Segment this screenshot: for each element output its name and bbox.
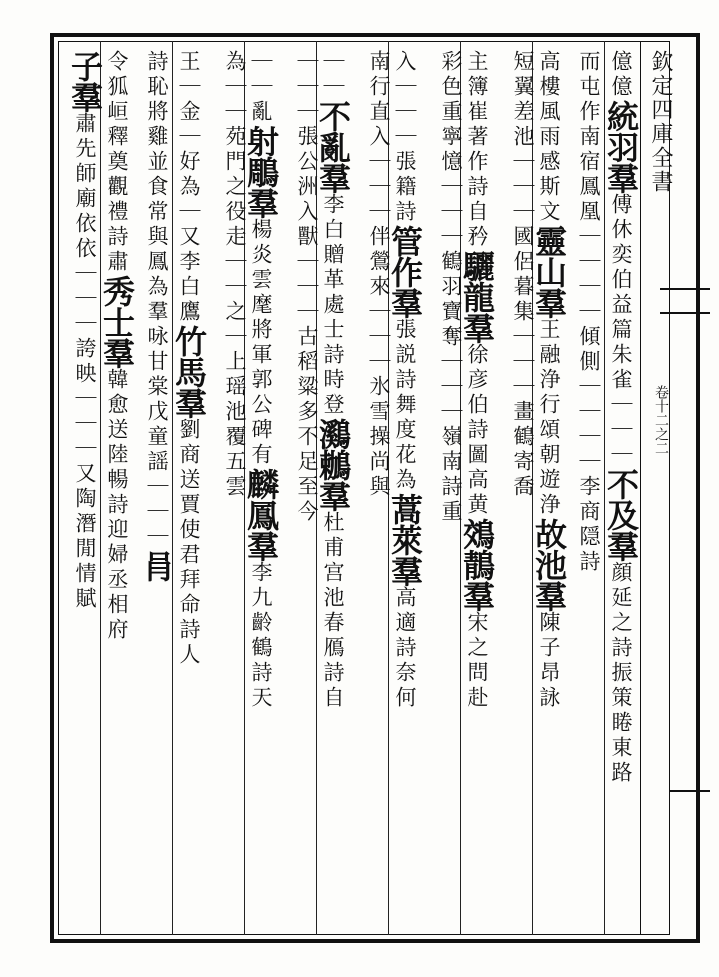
annotation-text: 國侶暮集｜｜｜: [511, 225, 535, 400]
text-column: [314, 50, 352, 930]
annotation-text: 陳子昂詠: [537, 611, 561, 711]
annotation-text: 肅先師廟依依｜｜｜: [73, 112, 97, 337]
annotation-text: ｜｜: [321, 50, 345, 100]
entry-heading: 鵁鶄羣: [458, 518, 496, 611]
annotation-text: 詩恥將雞並食常與鳳為羣: [145, 50, 169, 325]
annotation-text: 古稻粱多不足至今: [295, 325, 319, 525]
annotation-text: ｜｜｜: [295, 50, 319, 125]
entry-heading: 射鵰羣: [242, 125, 280, 218]
annotation-text: 李九齡鶴詩天: [249, 561, 273, 711]
annotation-text: 傅休奕伯益篇朱雀: [609, 193, 633, 393]
text-column: [287, 50, 319, 930]
annotation-text: ｜: [295, 300, 319, 325]
entry-heading: 子羣: [66, 50, 104, 112]
annotation-text: 伴鶯來｜｜: [367, 225, 391, 350]
annotation-text: 作南宿鳳凰: [577, 100, 601, 225]
annotation-text: 傾側: [577, 325, 601, 375]
entry-heading: 管作羣: [386, 225, 424, 318]
annotation-text: 韓愈送陸暢詩迎婦丞相府: [105, 368, 129, 643]
text-column: [575, 50, 607, 930]
annotation-text: ｜｜｜｜李商隠詩: [577, 375, 601, 575]
text-column: [138, 50, 176, 930]
entry-heading: 靈山羣: [530, 225, 568, 318]
text-column: [66, 50, 104, 930]
annotation-text: 苑門之役走｜｜之｜: [223, 125, 247, 350]
annotation-text: 宋之問赴: [465, 611, 489, 711]
volume-label: 卷十二之二: [653, 385, 669, 455]
annotation-text: 劉商送賈使君拜命詩人: [177, 418, 201, 668]
text-column: [458, 50, 496, 930]
text-column: [170, 50, 208, 930]
entry-heading: 秀士羣: [98, 275, 136, 368]
entry-heading: 不亂羣: [314, 100, 352, 193]
text-column: [242, 50, 280, 930]
annotation-text: 為｜｜: [223, 50, 247, 125]
annotation-text: ｜｜｜｜: [577, 225, 601, 325]
annotation-text: 主簿崔著作詩自矜: [465, 50, 489, 250]
annotation-text: 王｜金｜好為｜又李白鷹: [177, 50, 201, 325]
entry-heading: 不及羣: [602, 468, 640, 561]
entry-heading: 鸂鶒羣: [314, 418, 352, 511]
entry-heading: 竹馬羣: [170, 325, 208, 418]
annotation-text: 億億: [609, 50, 633, 100]
annotation-text: 王融浄行頌朝遊浄: [537, 318, 561, 518]
annotation-text: 畫鶴寄喬: [511, 400, 535, 500]
annotation-text: ｜: [439, 400, 463, 425]
annotation-text: 鶴羽寶奪｜｜: [439, 250, 463, 400]
annotation-text: 嶺南詩重: [439, 425, 463, 525]
text-column: [98, 50, 136, 930]
annotation-text: 咏甘棠戊童謡｜｜｜: [145, 325, 169, 550]
annotation-text: 張説詩舞度花為: [393, 318, 417, 493]
text-column: [386, 50, 424, 930]
annotation-text: 張公洲入獸｜｜: [295, 125, 319, 300]
annotation-text: ｜｜亂: [249, 50, 273, 125]
annotation-text: 南行直入｜｜｜: [367, 50, 391, 225]
annotation-text: 上瑶池覆五雲: [223, 350, 247, 500]
text-column: [530, 50, 568, 930]
annotation-text: 氷雪操尚與: [367, 375, 391, 500]
entry-heading: 統羽羣: [602, 100, 640, 193]
annotation-text: 高樓風雨感斯文: [537, 50, 561, 225]
fishtail-mark: [660, 288, 710, 314]
annotation-text: ｜: [367, 350, 391, 375]
entry-heading: 驪龍羣: [458, 250, 496, 343]
annotation-text: 杜甫宫池春鴈詩自: [321, 511, 345, 711]
annotation-text: 李白贈革處士詩時登: [321, 193, 345, 418]
annotation-text: 而屯: [577, 50, 601, 100]
text-column: [359, 50, 391, 930]
text-column: [503, 50, 535, 930]
annotation-text: 顔延之詩振策睠東路: [609, 561, 633, 786]
annotation-text: 高適詩奈何: [393, 586, 417, 711]
text-column: [215, 50, 247, 930]
text-column: [431, 50, 463, 930]
text-column: [602, 50, 640, 930]
book-title: 欽定四庫全書: [648, 50, 673, 194]
entry-heading: 肙: [138, 550, 176, 581]
annotation-text: 入｜｜｜張籍詩: [393, 50, 417, 225]
entry-heading: 麟鳳羣: [242, 468, 280, 561]
edge-mark: [670, 790, 710, 792]
annotation-text: 誇映｜｜｜又陶潛閒情賦: [73, 337, 97, 612]
annotation-text: 楊炎雲麾將軍郭公碑有: [249, 218, 273, 468]
annotation-text: ｜｜｜: [609, 393, 633, 468]
annotation-text: 徐彦伯詩圖高黄: [465, 343, 489, 518]
annotation-text: 短翼差池｜｜｜: [511, 50, 535, 225]
annotation-text: 彩色重寧憶｜｜｜: [439, 50, 463, 250]
annotation-text: 令狐峘釋奠觀禮詩肅: [105, 50, 129, 275]
entry-heading: 故池羣: [530, 518, 568, 611]
entry-heading: 蒿萊羣: [386, 493, 424, 586]
